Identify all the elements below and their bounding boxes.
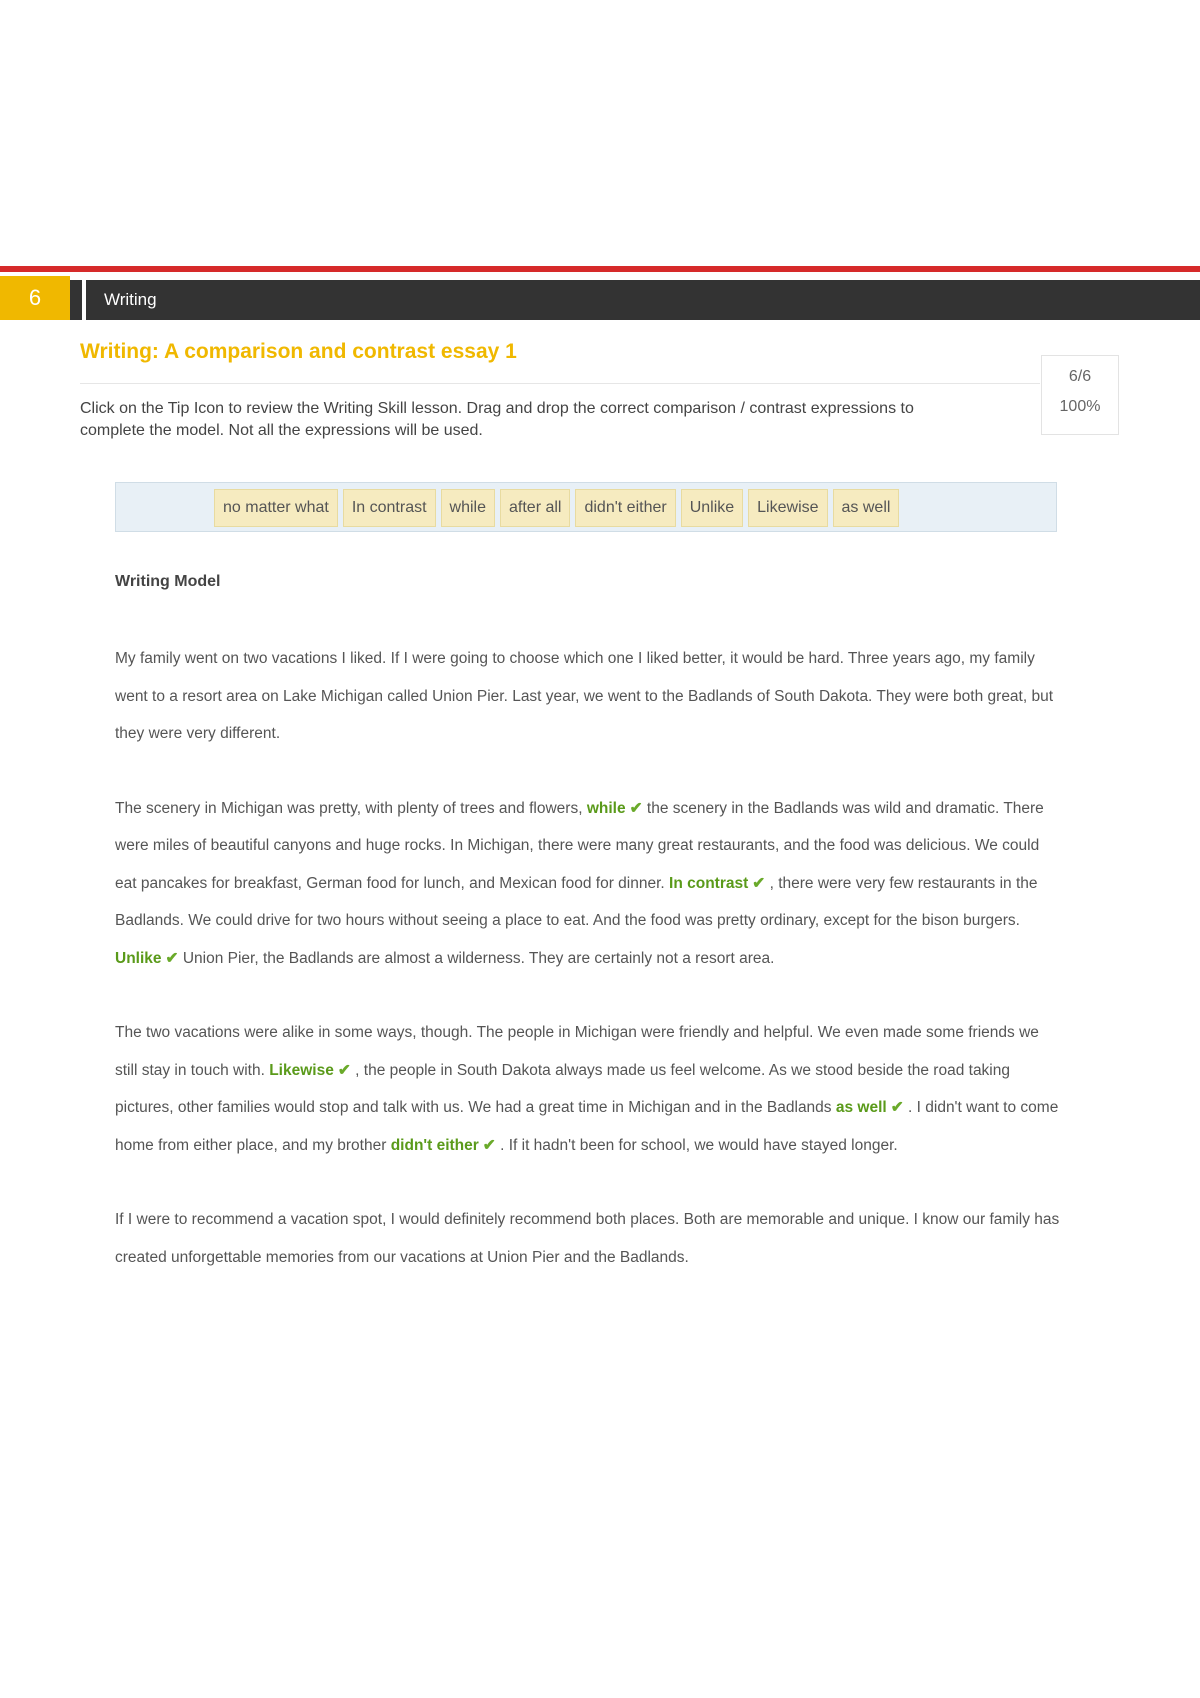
writing-model-heading: Writing Model [115, 573, 221, 590]
writing-model-essay [115, 640, 1065, 1313]
word-chip-no-matter-what[interactable]: no matter what [214, 489, 338, 527]
header-bar [0, 280, 1200, 320]
check-icon: ✔ [752, 874, 766, 892]
check-icon: ✔ [482, 1136, 496, 1154]
essay-text: The scenery in Michigan was pretty, with plenty of trees and flowers, [115, 799, 583, 817]
check-icon: ✔ [890, 1099, 904, 1116]
check-icon: ✔ [165, 949, 179, 967]
word-chip-after-all[interactable]: after all [500, 489, 570, 527]
drop-zone-answer[interactable]: didn't either [390, 1136, 479, 1154]
check-icon: ✔ [337, 1061, 351, 1079]
score-box [1041, 355, 1119, 435]
chapter-number-badge: 6 [0, 276, 70, 320]
essay-paragraph-1: My family went on two vacations I liked. If I were going to choose which one I liked better, it would be hard. Three years ago, my family went to a resort area on Lake Michigan called Union Pier. Last year, we went to the Badlands of South Dakota. They were both great, but they were very different. [115, 650, 1054, 742]
word-chip-didnt-either[interactable]: didn't either [575, 489, 675, 527]
word-chip-while[interactable]: while [441, 489, 495, 527]
word-chip-likewise[interactable]: Likewise [748, 489, 827, 527]
page-title: Writing: A comparison and contrast essay 1 [80, 340, 517, 363]
word-chip-as-well[interactable]: as well [833, 489, 900, 527]
drop-zone-answer[interactable]: Likewise [269, 1061, 334, 1079]
drop-zone-answer[interactable]: In contrast [669, 874, 749, 892]
section-label: Writing [82, 280, 157, 320]
score-value: 6/6 [1068, 368, 1092, 385]
essay-paragraph-2 [115, 790, 1065, 978]
instructions-text: Click on the Tip Icon to review the Writing Skill lesson. Drag and drop the correct comparison / contrast expressions to complete the model. Not all the expressions will be used. [80, 400, 914, 439]
essay-text: the scenery in the Badlands was wild and dramatic. There were miles of beautiful canyons and huge rocks. In Michigan, there were many great restaurants, and the food was delicious. We could eat pancakes for breakfast, German food for lunch, and Mexican food for dinner. [115, 799, 1044, 892]
top-red-rule [0, 266, 1200, 272]
essay-text: . If it hadn't been for school, we would have stayed longer. [500, 1136, 898, 1154]
drop-zone-answer[interactable]: while [586, 799, 626, 817]
drop-zone-answer[interactable]: Unlike [115, 949, 162, 967]
essay-paragraph-3 [115, 1014, 1065, 1164]
essay-text: Union Pier, the Badlands are almost a wilderness. They are certainly not a resort area. [182, 949, 775, 967]
essay-text: The two vacations were alike in some ways, though. The people in Michigan were friendly and helpful. We even made some friends we still stay in touch with. [115, 1024, 1039, 1079]
score-percent: 100% [1059, 398, 1101, 415]
essay-text: . I didn't want to come home from either place, and my brother [115, 1099, 1059, 1154]
essay-paragraph-4: If I were to recommend a vacation spot, I would definitely recommend both places. Both are memorable and unique. I know our family has created unforgettable memories from our vacations at Union Pier and the Badlands. [115, 1211, 1060, 1266]
drop-zone-answer[interactable]: as well [835, 1099, 887, 1116]
word-chip-row [214, 489, 899, 527]
word-bank [115, 482, 1057, 532]
title-divider [80, 383, 1040, 384]
essay-text: , the people in South Dakota always made us feel welcome. As we stood beside the road taking pictures, other families would stop and talk with us. We had a great time in Michigan and in the Badlands [115, 1061, 1010, 1116]
word-chip-unlike[interactable]: Unlike [681, 489, 743, 527]
essay-text: , there were very few restaurants in the Badlands. We could drive for two hours without seeing a place to eat. And the food was pretty ordinary, except for the bison burgers. [115, 874, 1038, 929]
word-chip-in-contrast[interactable]: In contrast [343, 489, 436, 527]
check-icon: ✔ [629, 799, 643, 817]
